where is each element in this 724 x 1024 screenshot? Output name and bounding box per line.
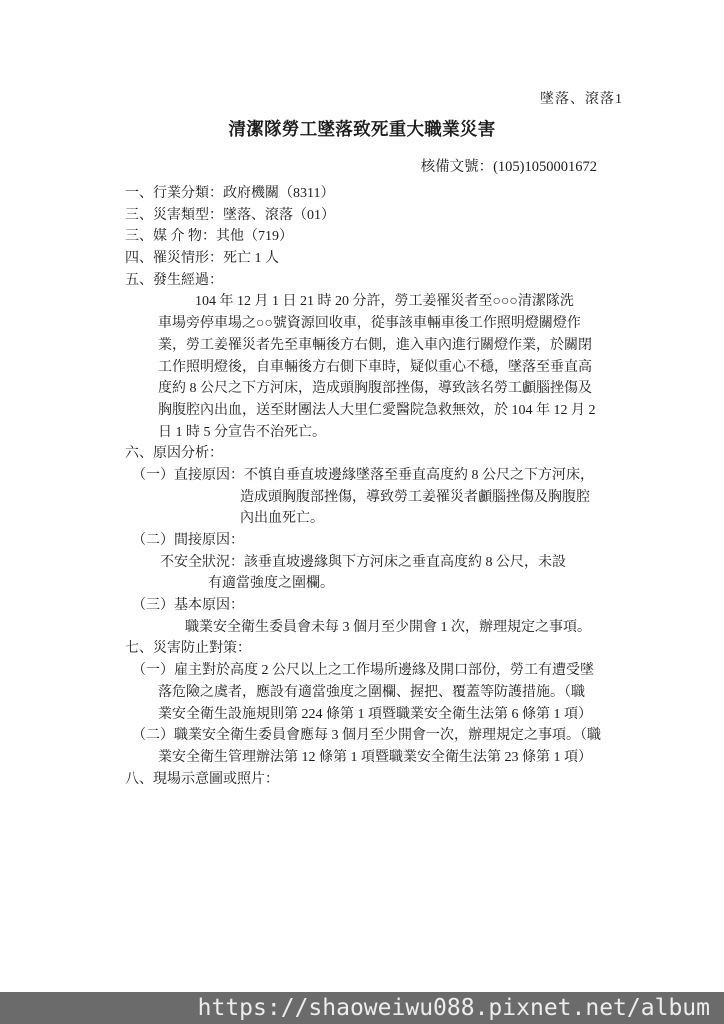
document-line: 不安全狀況：該垂直坡邊緣與下方河床之垂直高度約 8 公尺，未設	[160, 554, 566, 570]
document-line: 車場旁停車場之○○號資源回收車，從事該車輛車後工作照明燈關燈作	[158, 316, 581, 332]
document-line: 業，勞工姜罹災者先至車輛後方右側，進入車內進行關燈作業，於關閉	[158, 337, 592, 353]
document-line: （二）職業安全衛生委員會應每 3 個月至少開會一次，辦理規定之事項。（職	[132, 728, 601, 744]
document-line: 日 1 時 5 分宣告不治死亡。	[158, 424, 326, 440]
document-line: 胸腹腔內出血，送至財團法人大里仁愛醫院急救無效，於 104 年 12 月 2	[158, 402, 596, 418]
watermark-bar	[0, 992, 724, 1024]
document-line: 一、行業分類：政府機關（8311）	[125, 186, 335, 201]
document-line: 有適當強度之圍欄。	[208, 576, 334, 592]
document-line: 四、罹災情形：死亡 1 人	[125, 251, 279, 267]
document-line: 造成頭胸腹部挫傷，導致勞工姜罹災者顱腦挫傷及胸腹腔	[240, 489, 590, 505]
document-line: 工作照明燈後，自車輛後方右側下車時，疑似重心不穩，墜落至垂直高	[158, 359, 592, 375]
watermark-url: https://shaoweiwu088.pixnet.net/album	[197, 995, 710, 1021]
document-line: （二）間接原因：	[132, 533, 244, 548]
document-line: 三、災害類型：墜落、滾落（01）	[125, 207, 335, 223]
document-line: 八、現場示意圖或照片：	[125, 771, 279, 787]
document-line: （一）直接原因：不慎自垂直坡邊緣墜落至垂直高度約 8 公尺之下方河床，	[132, 467, 594, 483]
document-line: 104 年 12 月 1 日 21 時 20 分許，勞工姜罹災者至○○○清潔隊洗	[195, 294, 574, 310]
document-line: （三）基本原因：	[132, 598, 244, 614]
document-line: 度約 8 公尺之下方河床，造成頭胸腹部挫傷，導致該名勞工顱腦挫傷及	[158, 381, 592, 397]
document-line: 職業安全衛生委員會未每 3 個月至少開會 1 次，辦理規定之事項。	[185, 619, 591, 635]
document-line: 五、發生經過：	[125, 272, 223, 288]
document-line: （一）雇主對於高度 2 公尺以上之工作場所邊緣及開口部份，勞工有遭受墜	[132, 663, 594, 679]
document-line: 內出血死亡。	[240, 511, 324, 527]
document-line: 業安全衛生管理辦法第 12 條第 1 項暨職業安全衛生法第 23 條第 1 項）	[158, 749, 592, 765]
document-line: 業安全衛生設施規則第 224 條第 1 項暨職業安全衛生法第 6 條第 1 項）	[158, 706, 592, 722]
document-line: 落危險之虞者，應設有適當強度之圍欄、握把、覆蓋等防護措施。（職	[158, 684, 585, 700]
document-line: 七、災害防止對策：	[125, 641, 251, 657]
page-header-note: 墜落、滾落1	[540, 92, 623, 107]
document-line: 三、媒 介 物：其他（719）	[125, 229, 293, 245]
document-body	[0, 183, 724, 790]
document-line: 六、原因分析：	[125, 446, 223, 462]
reference-number: 核備文號：(105)1050001672	[420, 159, 597, 175]
document-title: 清潔隊勞工墜落致死重大職業災害	[228, 119, 496, 139]
